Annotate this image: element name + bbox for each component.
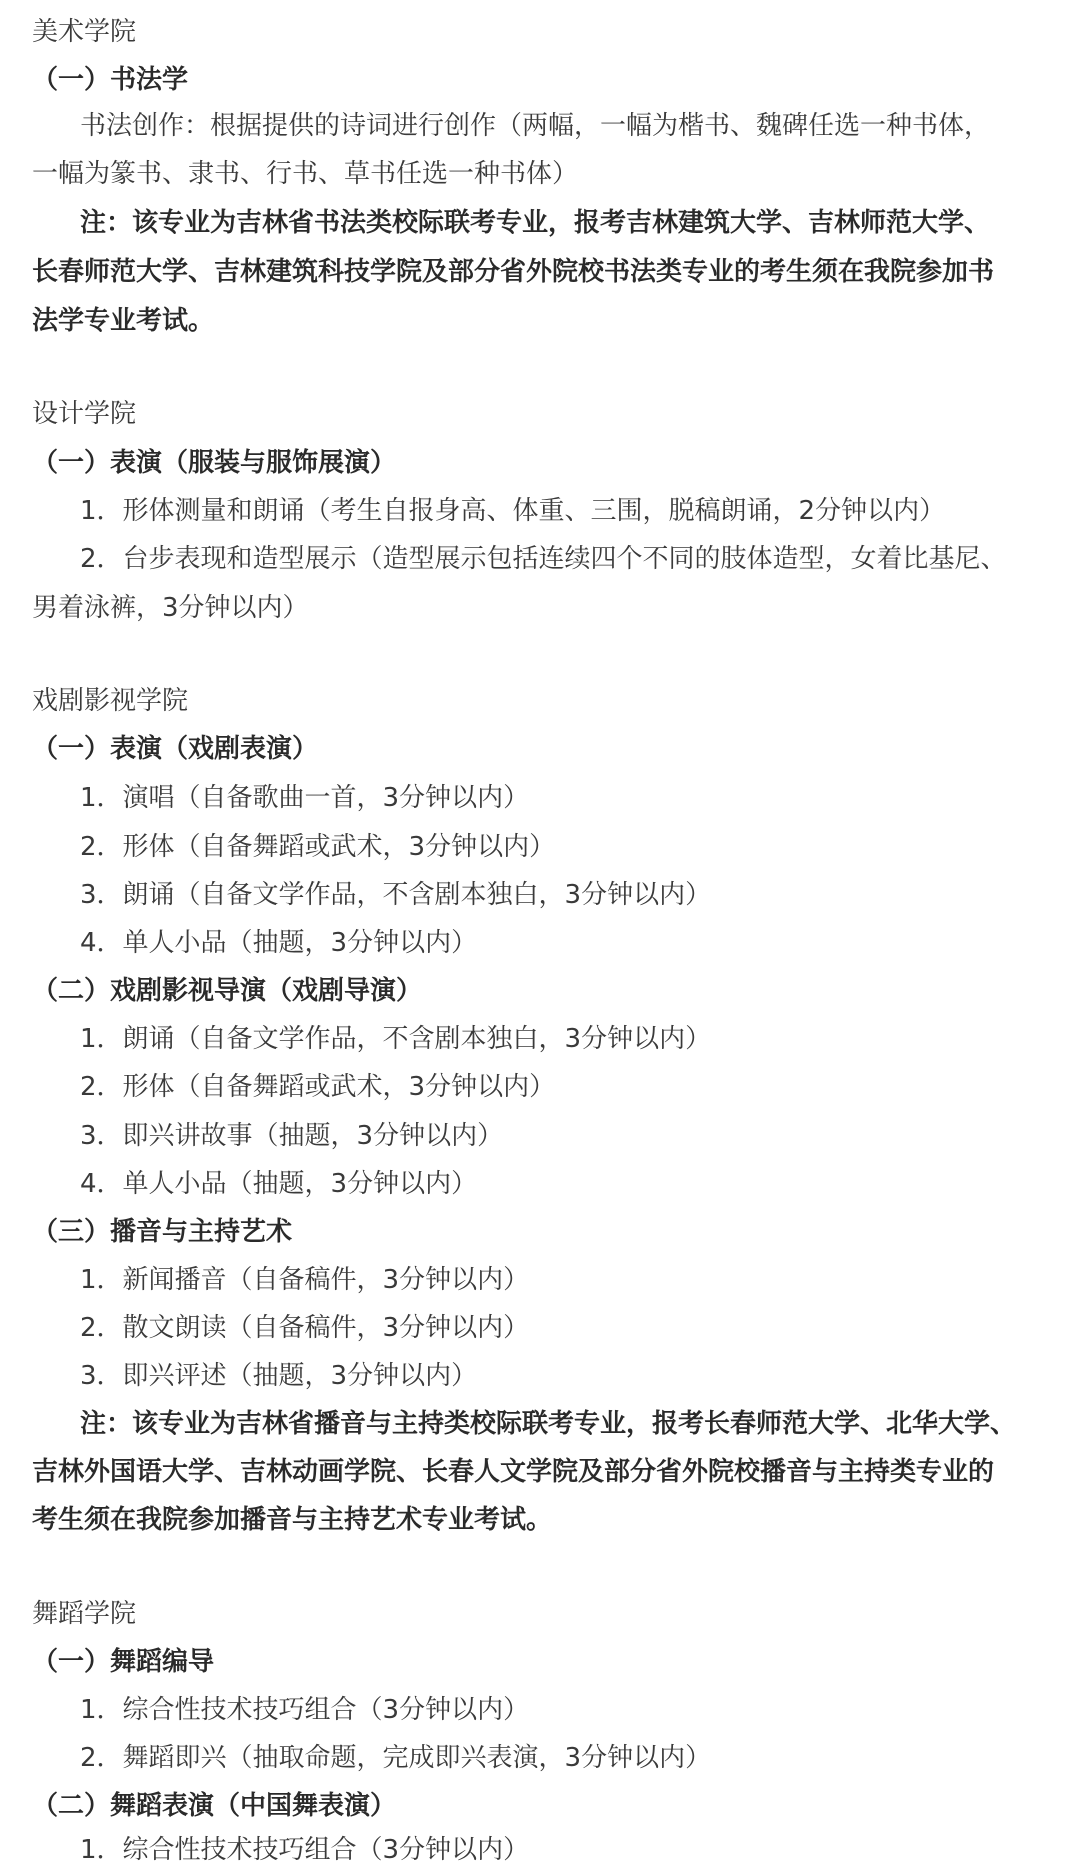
section-title-dance: 舞蹈学院: [32, 1599, 137, 1629]
subsection-calligraphy: （一）书法学: [32, 65, 189, 95]
subsection-chinese-dance: （二）舞蹈表演（中国舞表演）: [32, 1791, 397, 1821]
section-title-art: 美术学院: [32, 17, 137, 47]
subsection-choreography: （一）舞蹈编导: [32, 1647, 215, 1677]
list-item: 3．朗诵（自备文学作品，不含剧本独白，3分钟以内）: [80, 880, 712, 910]
list-item: 4．单人小品（抽题，3分钟以内）: [80, 928, 478, 958]
subsection-directing: （二）戏剧影视导演（戏剧导演）: [32, 976, 423, 1006]
note-line: 注：该专业为吉林省书法类校际联考专业，报考吉林建筑大学、吉林师范大学、: [80, 208, 991, 238]
list-item-continued: 男着泳裤，3分钟以内）: [32, 593, 309, 623]
note-line: 法学专业考试。: [32, 306, 215, 336]
note-line: 考生须在我院参加播音与主持艺术专业考试。: [32, 1505, 553, 1535]
list-item: 1．朗诵（自备文学作品，不含剧本独白，3分钟以内）: [80, 1024, 712, 1054]
list-item: 2．形体（自备舞蹈或武术，3分钟以内）: [80, 1072, 556, 1102]
subsection-drama-performance: （一）表演（戏剧表演）: [32, 734, 319, 764]
note-line: 长春师范大学、吉林建筑科技学院及部分省外院校书法类专业的考生须在我院参加书: [32, 257, 995, 287]
note-line: 注：该专业为吉林省播音与主持类校际联考专业，报考长春师范大学、北华大学、: [80, 1409, 1017, 1439]
list-item: 4．单人小品（抽题，3分钟以内）: [80, 1169, 478, 1199]
list-item: 3．即兴评述（抽题，3分钟以内）: [80, 1361, 478, 1391]
list-item: 1．演唱（自备歌曲一首，3分钟以内）: [80, 783, 530, 813]
list-item: 1．综合性技术技巧组合（3分钟以内）: [80, 1835, 530, 1865]
paragraph-line: 一幅为篆书、隶书、行书、草书任选一种书体）: [32, 159, 579, 189]
section-title-design: 设计学院: [32, 399, 137, 429]
list-item: 1．综合性技术技巧组合（3分钟以内）: [80, 1695, 530, 1725]
list-item: 3．即兴讲故事（抽题，3分钟以内）: [80, 1121, 504, 1151]
list-item: 1．形体测量和朗诵（考生自报身高、体重、三围，脱稿朗诵，2分钟以内）: [80, 496, 946, 526]
subsection-performance: （一）表演（服装与服饰展演）: [32, 448, 397, 478]
section-title-drama: 戏剧影视学院: [32, 686, 189, 716]
list-item: 1．新闻播音（自备稿件，3分钟以内）: [80, 1265, 530, 1295]
paragraph-line: 书法创作：根据提供的诗词进行创作（两幅，一幅为楷书、魏碑任选一种书体，: [80, 111, 991, 141]
list-item: 2．形体（自备舞蹈或武术，3分钟以内）: [80, 832, 556, 862]
list-item: 2．台步表现和造型展示（造型展示包括连续四个不同的肢体造型，女着比基尼、: [80, 544, 1007, 574]
list-item: 2．舞蹈即兴（抽取命题，完成即兴表演，3分钟以内）: [80, 1743, 712, 1773]
list-item: 2．散文朗读（自备稿件，3分钟以内）: [80, 1313, 530, 1343]
subsection-broadcasting: （三）播音与主持艺术: [32, 1217, 293, 1247]
note-line: 吉林外国语大学、吉林动画学院、长春人文学院及部分省外院校播音与主持类专业的: [32, 1457, 995, 1487]
